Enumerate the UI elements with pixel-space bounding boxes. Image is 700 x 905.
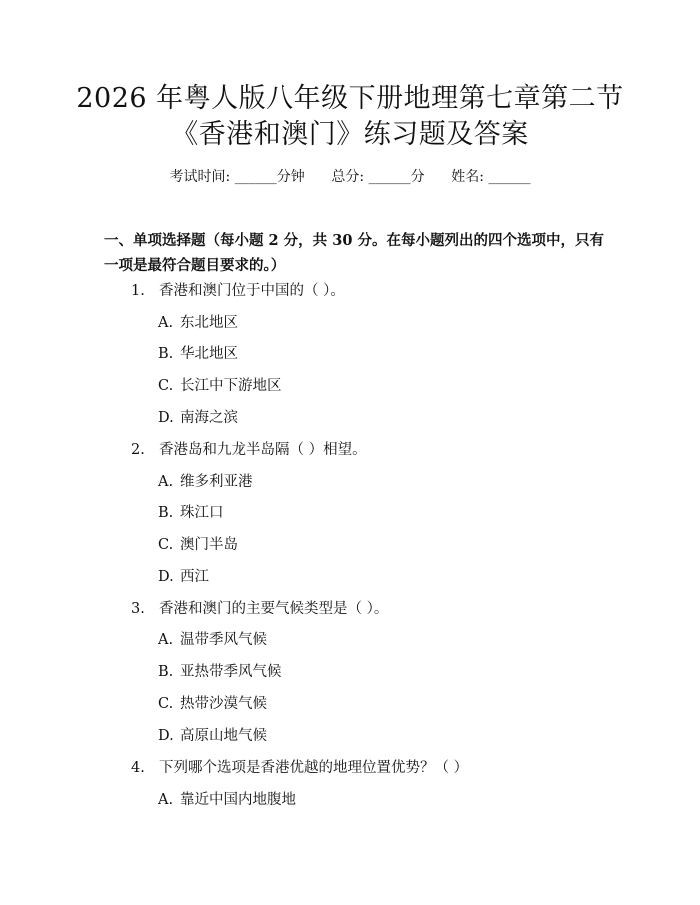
- option-letter: B.: [158, 505, 174, 521]
- question-text: 香港和澳门位于中国的（ ）。: [159, 283, 345, 299]
- question-1: [131, 281, 345, 301]
- question-1-option-c: [158, 376, 282, 396]
- option-text: 东北地区: [180, 315, 238, 331]
- question-4-option-a: [158, 790, 296, 810]
- option-letter: C.: [158, 537, 174, 553]
- option-letter: C.: [158, 378, 174, 394]
- question-number: 1.: [131, 283, 145, 299]
- option-letter: D.: [158, 410, 174, 426]
- page-title-line-2: 《香港和澳门》练习题及答案: [171, 119, 529, 150]
- option-text: 华北地区: [180, 346, 238, 362]
- exam-info-line: 考试时间: ______分钟 总分: ______分 姓名: ______: [169, 169, 531, 185]
- question-2-option-b: [158, 503, 224, 523]
- question-text: 香港和澳门的主要气候类型是（ ）。: [159, 601, 389, 617]
- option-letter: D.: [158, 728, 174, 744]
- question-4: [131, 758, 468, 778]
- option-letter: B.: [158, 664, 174, 680]
- section-heading: 一、单项选择题（每小题 2 分，共 30 分。在每小题列出的四个选项中，只有一项是最符合题目要求的。）: [104, 232, 604, 274]
- option-letter: D.: [158, 569, 174, 585]
- option-letter: A.: [158, 632, 174, 648]
- option-text: 南海之滨: [180, 410, 238, 426]
- question-3-option-b: [158, 662, 282, 682]
- page-title-line-1: 2026 年粤人版八年级下册地理第七章第二节: [76, 83, 624, 114]
- question-2-option-a: [158, 472, 253, 492]
- option-text: 靠近中国内地腹地: [180, 792, 296, 808]
- question-1-option-b: [158, 344, 238, 364]
- question-3: [131, 599, 388, 619]
- option-text: 西江: [180, 569, 209, 585]
- question-text: 香港岛和九龙半岛隔（ ）相望。: [159, 442, 367, 458]
- option-letter: B.: [158, 346, 174, 362]
- option-text: 亚热带季风气候: [180, 664, 282, 680]
- option-letter: A.: [158, 792, 174, 808]
- option-text: 高原山地气候: [180, 728, 267, 744]
- question-number: 4.: [131, 760, 145, 776]
- option-letter: A.: [158, 315, 174, 331]
- option-text: 维多利亚港: [180, 474, 253, 490]
- question-number: 2.: [131, 442, 145, 458]
- question-text: 下列哪个选项是香港优越的地理位置优势？（ ）: [159, 760, 469, 776]
- option-letter: C.: [158, 696, 174, 712]
- option-text: 长江中下游地区: [180, 378, 282, 394]
- question-1-option-d: [158, 408, 238, 428]
- option-text: 珠江口: [180, 505, 224, 521]
- option-letter: A.: [158, 474, 174, 490]
- option-text: 温带季风气候: [180, 632, 267, 648]
- question-3-option-c: [158, 694, 267, 714]
- question-3-option-a: [158, 630, 267, 650]
- question-2-option-d: [158, 567, 209, 587]
- question-2: [131, 440, 367, 460]
- question-number: 3.: [131, 601, 145, 617]
- question-1-option-a: [158, 313, 238, 333]
- question-3-option-d: [158, 726, 267, 746]
- option-text: 澳门半岛: [180, 537, 238, 553]
- option-text: 热带沙漠气候: [180, 696, 267, 712]
- question-2-option-c: [158, 535, 238, 555]
